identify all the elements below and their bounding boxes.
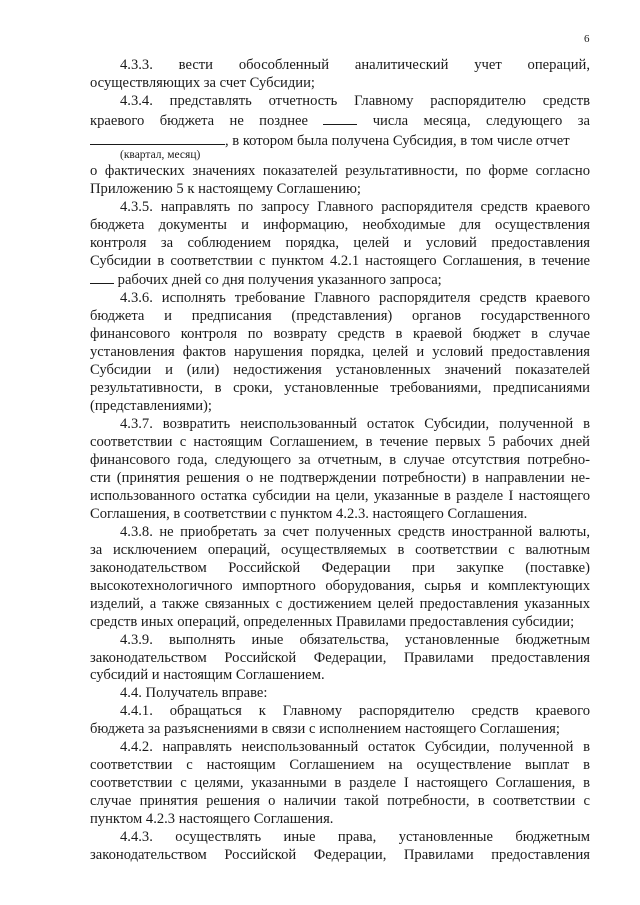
clause-4-3-5-line-1: 4.3.5. направлять по запросу Главного распорядителя средств краевого (120, 198, 590, 215)
clause-4-4-2-line-4: случае принятия решения о наличии такой потребности, в соответствии с (90, 793, 590, 810)
clause-4-3-5-text-e: рабочих дней со дня получения указанного запроса; (117, 272, 442, 289)
clause-4-3-3-line-1: 4.3.3. вести обособленный аналитический учет операций, (120, 57, 590, 73)
clause-4-3-9-line-2: законодательством Российской Федерации, Правилами предоставления (90, 649, 590, 666)
clause-4-4-2-line-2: соответствии с настоящим Соглашением на осуществление выплат в (90, 757, 590, 774)
clause-4-3-5-line-3: контроля за соблюдением порядка, целей и условий предоставления (90, 234, 590, 251)
clause-4-4-1-line-2: бюджета за разъяснениями в связи с исполнением настоящего Соглашения; (90, 721, 560, 738)
clause-4-4-heading: 4.4. Получатель вправе: (120, 685, 268, 702)
page-number: 6 (584, 33, 590, 45)
clause-4-4-1-line-1: 4.4.1. обращаться к Главному распорядителю средств краевого (120, 703, 590, 720)
clause-4-3-5-line-2: бюджета документы и информацию, необходимые для осуществления (90, 216, 590, 233)
clause-4-3-8-line-2: за исключением операций, осуществляемых в соответствии с валютным (90, 541, 590, 558)
clause-4-3-7-line-4: сти (принятия решения о не подтверждении потребности) в направлении не- (90, 469, 590, 486)
clause-4-3-6-line-6: результативности, в сроки, установленные требованиями, предписаниями (90, 380, 590, 397)
clause-4-3-6-line-2: бюджета и предписания (представления) органов государственного (90, 308, 590, 325)
clause-4-3-4-text-a: краевого бюджета не позднее (90, 112, 308, 129)
clause-4-3-4-text-b: числа месяца, следующего за (372, 112, 590, 129)
clause-4-3-5-line-4: Субсидии в соответствии с пунктом 4.2.1 настоящего Соглашения, в течение (90, 252, 590, 269)
clause-4-4-2-line-1: 4.4.2. направлять неиспользованный остаток Субсидии, полученной в (120, 739, 590, 756)
clause-4-3-7-line-2: соответствии с настоящим Соглашением, в течение первых 5 рабочих дней (90, 434, 590, 451)
clause-4-3-6-line-3: финансового контроля по возврату средств в краевой бюджет в случае (90, 326, 590, 343)
clause-4-3-4-line-2 (90, 111, 590, 131)
clause-4-3-7-line-1: 4.3.7. возвратить неиспользованный остаток Субсидии, полученной в (120, 416, 590, 433)
clause-4-3-4-line-1: 4.3.4. представлять отчетность Главному распорядителю средств (120, 92, 590, 109)
clause-4-3-6-line-1: 4.3.6. исполнять требование Главного распорядителя средств краевого (120, 290, 590, 307)
clause-4-3-8-line-4: высокотехнологичного импортного оборудования, сырья и комплектующих (90, 577, 590, 594)
clause-4-3-7-line-6: Соглашения, в соответствии с пунктом 4.2.3. настоящего Соглашения. (90, 505, 528, 522)
blank-days-field (90, 270, 114, 284)
clause-4-3-3-line-2: осуществляющих за счет Субсидии; (90, 74, 315, 91)
clause-4-3-8-line-1: 4.3.8. не приобретать за счет полученных средств иностранной валюты, (120, 523, 590, 540)
clause-4-3-7-line-5: использованного остатка субсидии на цели, указанные в разделе I настоящего (90, 487, 590, 504)
clause-4-3-8-line-6: средств иных операций, определенных Правилами предоставления субсидии; (90, 613, 575, 630)
clause-4-3-9-line-1: 4.3.9. выполнять иные обязательства, установленные бюджетным (120, 631, 590, 648)
clause-4-3-5-line-5 (90, 270, 590, 290)
clause-4-3-8-line-3: законодательством Российской Федерации при закупке (поставке) (90, 559, 590, 576)
clause-4-4-3-line-1: 4.4.3. осуществлять иные права, установленные бюджетным (120, 829, 590, 846)
clause-4-3-6-line-7: (представлениями); (90, 398, 212, 415)
clause-4-3-6-line-4: установления фактов нарушения порядка, целей и условий предоставления (90, 344, 590, 361)
document-body (90, 57, 590, 865)
clause-4-3-9-line-3: субсидий и настоящим Соглашением. (90, 667, 325, 684)
clause-4-4-3-line-2: законодательством Российской Федерации, Правилами предоставления (90, 846, 590, 863)
clause-4-3-4-line-5: Приложению 5 к настоящему Соглашению; (90, 180, 361, 197)
blank-period-field (90, 131, 225, 145)
clause-4-3-7-line-3: финансового года, следующего за отчетным, в случае отсутствия потребно- (90, 452, 590, 469)
clause-4-3-4-text-c: , в котором была получена Субсидия, в том числе отчет (225, 132, 570, 149)
period-hint: (квартал, месяц) (120, 148, 201, 161)
blank-day-field (323, 111, 357, 125)
clause-4-4-2-line-5: пунктом 4.2.3 настоящего Соглашения. (90, 811, 334, 828)
clause-4-3-8-line-5: изделий, а также связанных с достижением целей предоставления указанных (90, 595, 590, 612)
clause-4-4-2-line-3: соответствии с целями, указанными в разделе I настоящего Соглашения, в (90, 775, 590, 792)
clause-4-3-4-line-4: о фактических значениях показателей результативности, по форме согласно (90, 162, 590, 179)
clause-4-3-6-line-5: Субсидии и (или) недостижения установленных значений показателей (90, 362, 590, 379)
